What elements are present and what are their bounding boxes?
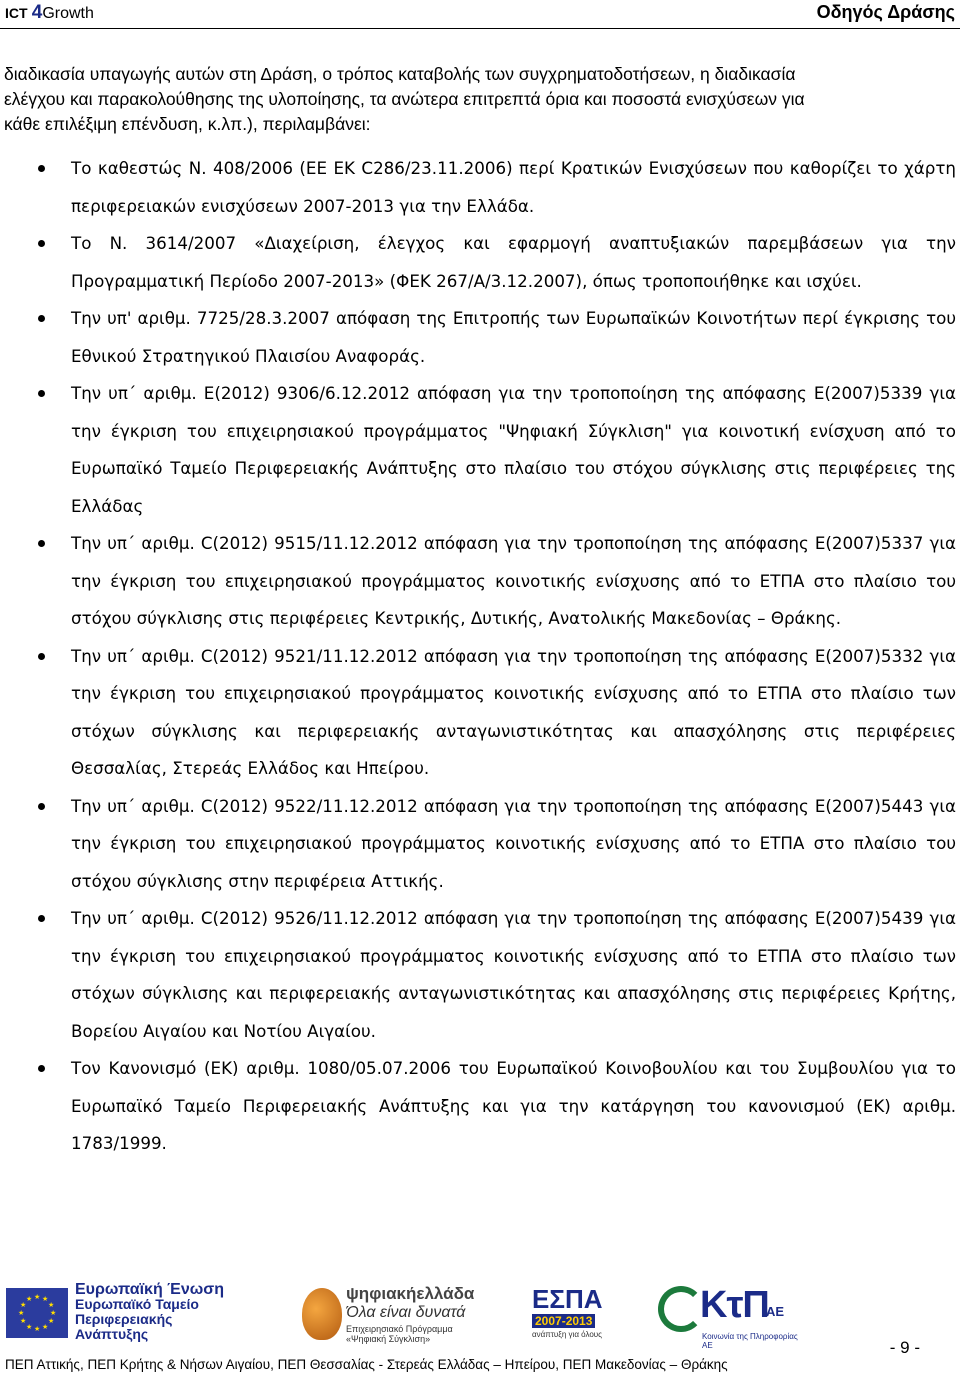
ktp-subtitle: Κοινωνία της Πληροφορίας ΑΕ: [702, 1332, 798, 1350]
list-item: Την υπ΄ αριθμ. C(2012) 9522/11.12.2012 απόφαση για την τροποποίηση της απόφασης Ε(2007)5443 για την έγκριση του επιχειρησιακού προγράμματος κοινοτικής ενίσχυσης από το ΕΤΠΑ στο πλαίσιο του στόχου σύγκλισης στην περιφέρεια Αττικής.: [0, 788, 960, 901]
ktp-mark-icon: [658, 1286, 704, 1332]
list-item: Το καθεστώς Ν. 408/2006 (ΕΕ ΕΚ C286/23.11.2006) περί Κρατικών Ενισχύσεων που καθορίζει το χάρτη περιφερειακών ενισχύσεων 2007-2013 για την Ελλάδα.: [0, 150, 960, 225]
eu-logo-line: Ανάπτυξης: [75, 1326, 149, 1342]
header-brand: [5, 2, 94, 24]
eu-logo-text: [75, 1282, 224, 1342]
header-brand-growth: Growth: [42, 5, 94, 22]
list-item: Την υπ΄ αριθμ. C(2012) 9526/11.12.2012 απόφαση για την τροποποίηση της απόφασης Ε(2007)5439 για την έγκριση του επιχειρησιακού προγράμματος κοινοτικής ενίσχυσης από το ΕΤΠΑ στο πλαίσιο των στόχων σύγκλισης και περιφερειακής ανταγωνιστικότητας και απασχόλησης στις περιφέρειες Κρήτης, Βορείου Αιγαίου και Νοτίου Αιγαίου.: [0, 900, 960, 1050]
header-brand-four: 4: [31, 2, 43, 23]
header-divider: [0, 28, 960, 29]
eu-flag-icon: ★ ★ ★ ★ ★ ★ ★ ★ ★ ★ ★ ★: [6, 1288, 68, 1338]
ktp-logo: [658, 1282, 798, 1350]
eu-logo-line: Ευρωπαϊκή Ένωση: [75, 1281, 224, 1298]
intro-line: διαδικασία υπαγωγής αυτών στη Δράση, ο τρόπος καταβολής των συγχρηματοδοτήσεων, η διαδικασία: [4, 64, 796, 84]
psifiaki-ellada-mark-icon: [302, 1288, 342, 1340]
psifiaki-ellada-program: Επιχειρησιακό Πρόγραμμα «Ψηφιακή Σύγκλιση»: [346, 1324, 453, 1344]
list-item: Την υπ΄ αριθμ. C(2012) 9515/11.12.2012 απόφαση για την τροποποίηση της απόφασης Ε(2007)5337 για την έγκριση του επιχειρησιακού προγράμματος κοινοτικής ενίσχυσης από το ΕΤΠΑ στο πλαίσιο του στόχου σύγκλισης στις περιφέρειες Κεντρικής, Δυτικής, Ανατολικής Μακεδονίας – Θράκης.: [0, 525, 960, 638]
list-item: Την υπ΄ αριθμ. Ε(2012) 9306/6.12.2012 απόφαση για την τροποποίηση της απόφασης Ε(2007)5339 για την έγκριση του επιχειρησιακού προγράμματος "Ψηφιακή Σύγκλιση" για κοινοτική ενίσχυση από το Ευρωπαϊκό Ταμείο Περιφερειακής Ανάπτυξης στο πλαίσιο του στόχου σύγκλισης στις περιφέρειες της Ελλάδας: [0, 375, 960, 525]
list-item: Τον Κανονισμό (ΕΚ) αριθμ. 1080/05.07.2006 του Ευρωπαϊκού Κοινοβουλίου και του Συμβουλίου για το Ευρωπαϊκό Ταμείο Περιφερειακής Ανάπτυξης και για την κατάργηση του κανονισμού (ΕΚ) αριθμ. 1783/1999.: [0, 1050, 960, 1163]
list-item: Την υπ΄ αριθμ. C(2012) 9521/11.12.2012 απόφαση για την τροποποίηση της απόφασης Ε(2007)5332 για την έγκριση του επιχειρησιακού προγράμματος κοινοτικής ενίσχυσης από το ΕΤΠΑ στο πλαίσιο των στόχων σύγκλισης και περιφερειακής ανταγωνιστικότητας και απασχόλησης στις περιφέρειες Θεσσαλίας, Στερεάς Ελλάδος και Ηπείρου.: [0, 638, 960, 788]
ktp-title: ΚτΠ: [700, 1284, 769, 1326]
legal-basis-list: [0, 150, 960, 1163]
espa-title: ΕΣΠΑ: [532, 1284, 603, 1314]
psifiaki-ellada-logo: [302, 1282, 492, 1344]
footer-text: ΠΕΠ Αττικής, ΠΕΠ Κρήτης & Νήσων Αιγαίου, ΠΕΠ Θεσσαλίας - Στερεάς Ελλάδας – Ηπείρου, ΠΕΠ Μακεδονίας – Θράκης: [5, 1357, 728, 1372]
intro-paragraph: [4, 62, 956, 137]
ktp-suffix: ΑΕ: [766, 1304, 785, 1319]
eu-logo-line: Περιφερειακής: [75, 1311, 173, 1327]
header-title: Οδηγός Δράσης: [816, 2, 955, 22]
footer-logos: [0, 1282, 960, 1352]
list-item: Το Ν. 3614/2007 «Διαχείριση, έλεγχος και εφαρμογή αναπτυξιακών παρεμβάσεων για την Προγραμματική Περίοδο 2007-2013» (ΦΕΚ 267/Α/3.12.2007), όπως τροποποιήθηκε και ισχύει.: [0, 225, 960, 300]
intro-line: κάθε επιλέξιμη επένδυση, κ.λπ.), περιλαμβάνει:: [4, 114, 371, 134]
page-header: [0, 0, 960, 26]
intro-line: ελέγχου και παρακολούθησης της υλοποίησης, τα ανώτερα επιτρεπτά όρια και ποσοστά ενισχύσεων για: [4, 89, 805, 109]
espa-logo: [532, 1286, 612, 1344]
espa-years: 2007-2013: [532, 1314, 595, 1328]
header-brand-ict: ICT: [5, 5, 28, 21]
psifiaki-ellada-slogan: Όλα είναι δυνατά: [346, 1304, 466, 1321]
page-number: - 9 -: [889, 1338, 920, 1357]
espa-slogan: ανάπτυξη για όλους: [532, 1330, 603, 1339]
psifiaki-ellada-title: ψηφιακήελλάδα: [346, 1284, 475, 1303]
eu-logo-line: Ευρωπαϊκό Ταμείο: [75, 1296, 199, 1312]
list-item: Την υπ' αριθμ. 7725/28.3.2007 απόφαση της Επιτροπής των Ευρωπαϊκών Κοινοτήτων περί έγκρισης του Εθνικού Στρατηγικού Πλαισίου Αναφοράς.: [0, 300, 960, 375]
